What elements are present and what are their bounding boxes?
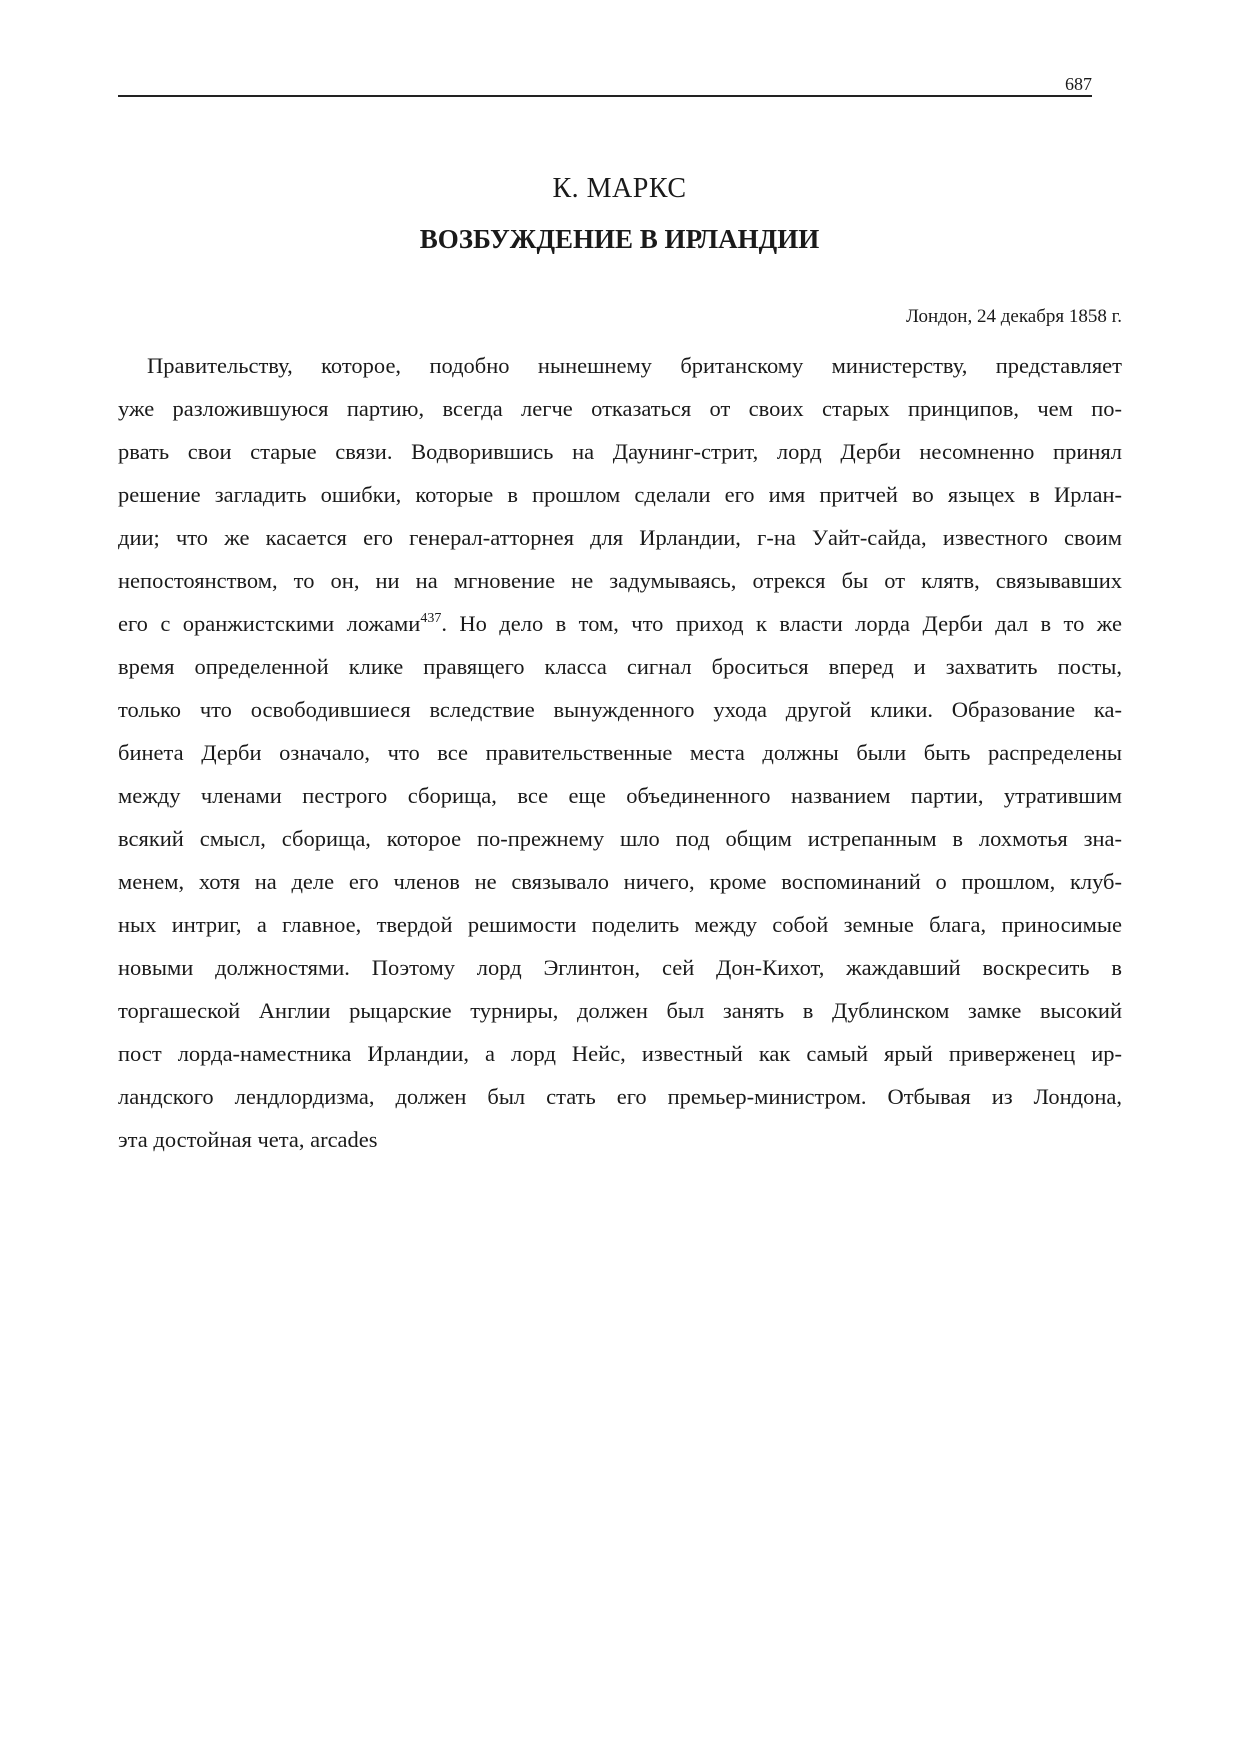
body-line: рвать свои старые связи. Водворившись на Даунинг-стрит, лорд Дерби несомненно принял: [118, 439, 1122, 464]
body-line: решение загладить ошибки, которые в прошлом сделали его имя притчей во языцех в Ирлан-: [118, 482, 1122, 507]
body-line: время определенной клике правящего класса сигнал броситься вперед и захватить посты,: [118, 654, 1122, 679]
body-line-part: его с оранжистскими ложами: [118, 611, 421, 636]
header-rule: [118, 95, 1092, 97]
body-line: новыми должностями. Поэтому лорд Эглинтон, сей Дон-Кихот, жаждавший воскресить в: [118, 955, 1122, 980]
body-line: ландского лендлордизма, должен был стать его премьер-министром. Отбывая из Лондона,: [118, 1084, 1122, 1109]
body-line: всякий смысл, сборища, которое по-прежнему шло под общим истрепанным в лохмотья зна-: [118, 826, 1122, 851]
body-line: бинета Дерби означало, что все правительственные места должны были быть распределены: [118, 740, 1122, 765]
body-line: торгашеской Англии рыцарские турниры, должен был занять в Дублинском замке высокий: [118, 998, 1122, 1023]
body-line: дии; что же касается его генерал-атторнея для Ирландии, г-на Уайт-сайда, известного своим: [118, 525, 1122, 550]
article-title: ВОЗБУЖДЕНИЕ В ИРЛАНДИИ: [419, 224, 820, 254]
footnote-reference[interactable]: 437: [420, 611, 442, 626]
body-line: ных интриг, а главное, твердой решимости поделить между собой земные блага, приносимые: [118, 912, 1122, 937]
body-line: Правительству, которое, подобно нынешнему британскому министерству, представляет: [147, 353, 1122, 378]
body-line: между членами пестрого сборища, все еще объединенного названием партии, утратившим: [118, 783, 1122, 808]
body-line-last: эта достойная чета, arcades: [118, 1127, 378, 1152]
body-line-with-footnote: [118, 602, 1122, 645]
body-line: только что освободившиеся вследствие вынужденного ухода другой клики. Образование ка-: [118, 697, 1122, 722]
body-line: пост лорда-наместника Ирландии, а лорд Нейс, известный как самый ярый приверженец ир-: [118, 1041, 1122, 1066]
body-line: непостоянством, то он, ни на мгновение не задумываясь, отрекся бы от клятв, связывавших: [118, 568, 1122, 593]
body-line-part: . Но дело в том, что приход к власти лорда Дерби дал в то же: [441, 611, 1122, 636]
body-line: менем, хотя на деле его членов не связывало ничего, кроме воспоминаний о прошлом, клуб-: [118, 869, 1122, 894]
page-number: 687: [1065, 74, 1092, 94]
author-name: К. МАРКС: [552, 173, 687, 204]
body-line: уже разложившуюся партию, всегда легче отказаться от своих старых принципов, чем по-: [118, 396, 1122, 421]
article-body: [118, 344, 1122, 1161]
dateline: Лондон, 24 декабря 1858 г.: [906, 306, 1122, 327]
